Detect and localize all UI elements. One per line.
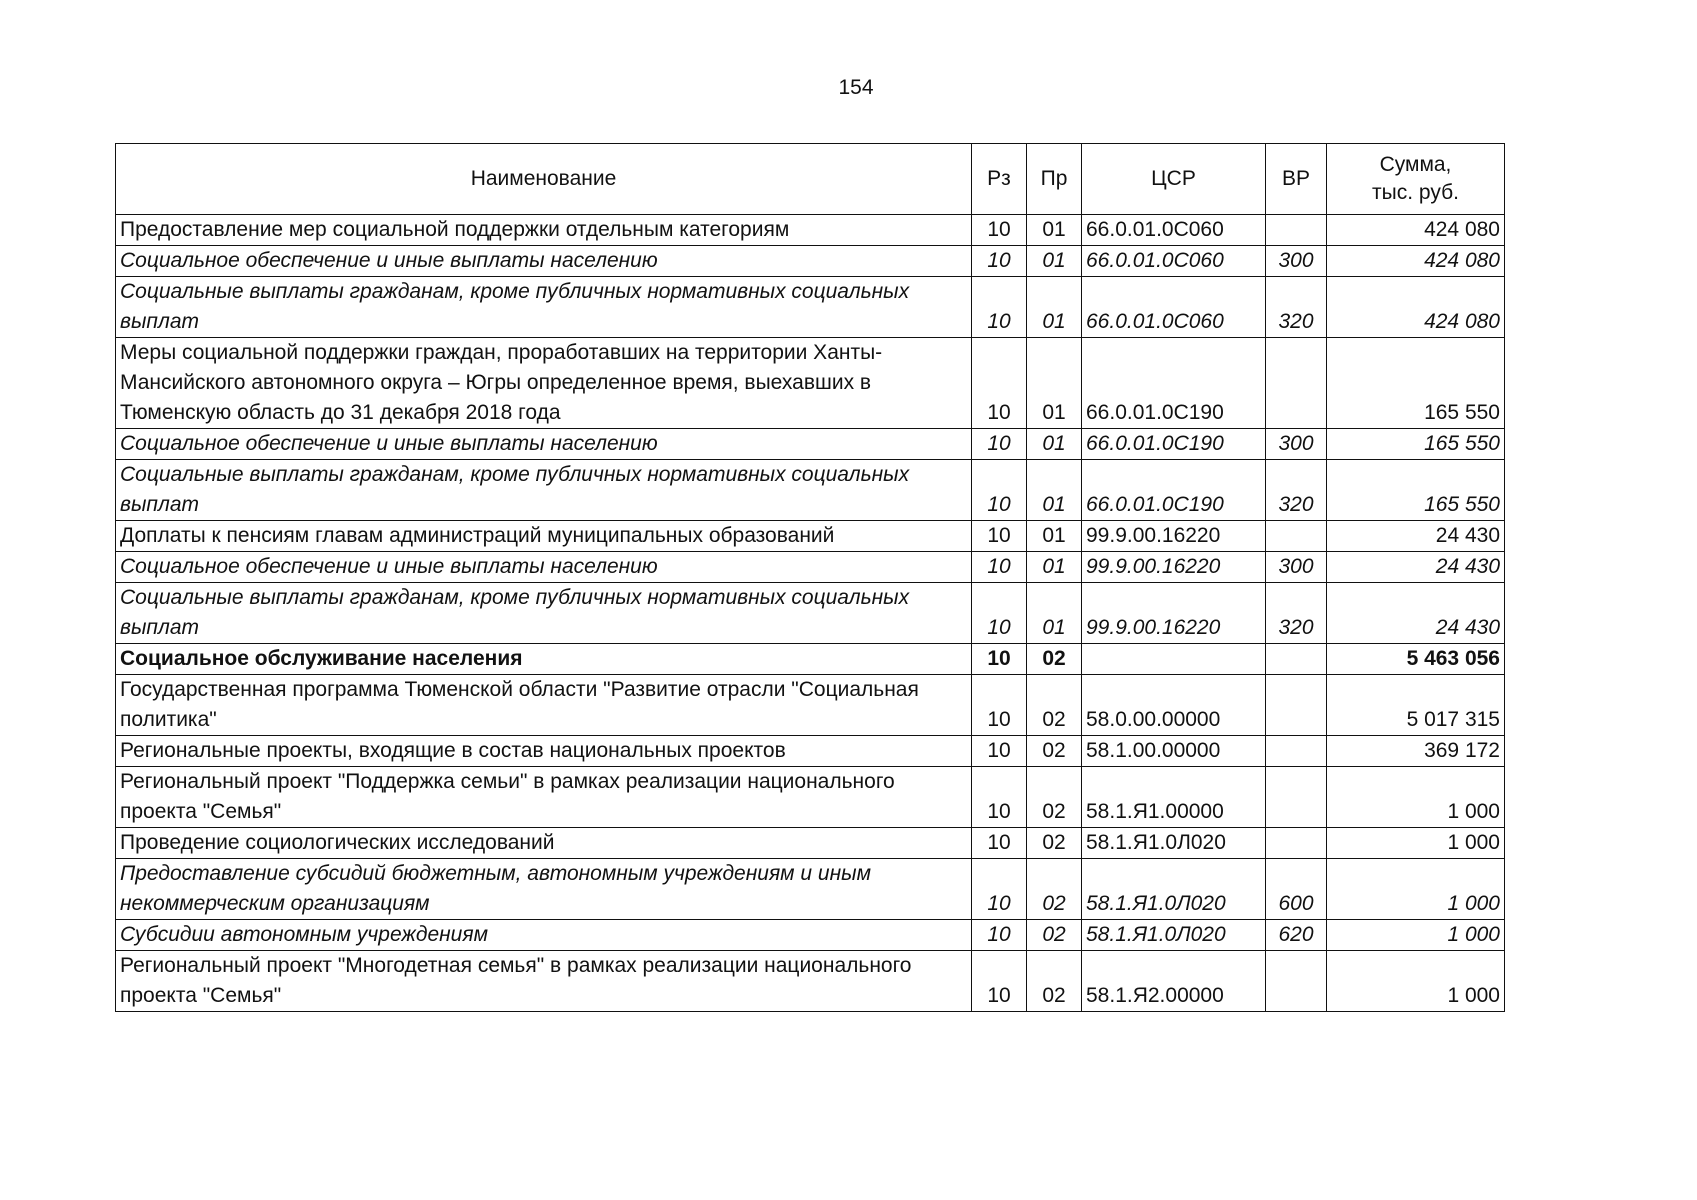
cell-pr: 01 bbox=[1027, 460, 1082, 521]
cell-csr: 66.0.01.0С190 bbox=[1082, 338, 1266, 429]
cell-sum: 1 000 bbox=[1327, 951, 1505, 1012]
table-row bbox=[116, 767, 1505, 828]
cell-name: Социальные выплаты гражданам, кроме публичных нормативных социальных выплат bbox=[116, 277, 972, 338]
table-row bbox=[116, 277, 1505, 338]
cell-sum: 424 080 bbox=[1327, 246, 1505, 277]
table-row bbox=[116, 583, 1505, 644]
cell-sum: 165 550 bbox=[1327, 338, 1505, 429]
cell-pr: 01 bbox=[1027, 338, 1082, 429]
cell-rz: 10 bbox=[972, 736, 1027, 767]
cell-sum: 424 080 bbox=[1327, 215, 1505, 246]
cell-name: Меры социальной поддержки граждан, проработавших на территории Ханты-Мансийского автономного округа – Югры определенное время, выехавших в Тюменскую область до 31 декабря 2018 года bbox=[116, 338, 972, 429]
cell-csr: 99.9.00.16220 bbox=[1082, 521, 1266, 552]
table-body bbox=[116, 215, 1505, 1012]
cell-pr: 02 bbox=[1027, 644, 1082, 675]
cell-pr: 01 bbox=[1027, 583, 1082, 644]
cell-vr: 300 bbox=[1266, 552, 1327, 583]
cell-vr bbox=[1266, 215, 1327, 246]
cell-sum: 24 430 bbox=[1327, 521, 1505, 552]
cell-name: Доплаты к пенсиям главам администраций муниципальных образований bbox=[116, 521, 972, 552]
table-row bbox=[116, 246, 1505, 277]
cell-sum: 424 080 bbox=[1327, 277, 1505, 338]
table-row bbox=[116, 521, 1505, 552]
cell-vr bbox=[1266, 338, 1327, 429]
cell-vr bbox=[1266, 951, 1327, 1012]
cell-pr: 02 bbox=[1027, 828, 1082, 859]
cell-csr: 58.1.Я1.0Л020 bbox=[1082, 920, 1266, 951]
cell-vr: 620 bbox=[1266, 920, 1327, 951]
cell-sum: 5 463 056 bbox=[1327, 644, 1505, 675]
header-vr: ВР bbox=[1266, 144, 1327, 215]
header-name: Наименование bbox=[116, 144, 972, 215]
cell-name: Региональные проекты, входящие в состав национальных проектов bbox=[116, 736, 972, 767]
cell-pr: 02 bbox=[1027, 920, 1082, 951]
cell-csr: 58.1.Я1.0Л020 bbox=[1082, 859, 1266, 920]
cell-csr: 66.0.01.0С060 bbox=[1082, 215, 1266, 246]
table-row bbox=[116, 828, 1505, 859]
header-rz: Рз bbox=[972, 144, 1027, 215]
cell-sum: 165 550 bbox=[1327, 460, 1505, 521]
table-row bbox=[116, 951, 1505, 1012]
cell-rz: 10 bbox=[972, 583, 1027, 644]
table-row bbox=[116, 429, 1505, 460]
cell-pr: 02 bbox=[1027, 951, 1082, 1012]
header-csr: ЦСР bbox=[1082, 144, 1266, 215]
cell-pr: 02 bbox=[1027, 859, 1082, 920]
cell-pr: 01 bbox=[1027, 277, 1082, 338]
cell-rz: 10 bbox=[972, 767, 1027, 828]
page-number: 154 bbox=[838, 76, 874, 99]
cell-sum: 1 000 bbox=[1327, 920, 1505, 951]
table-row bbox=[116, 859, 1505, 920]
cell-sum: 24 430 bbox=[1327, 552, 1505, 583]
table-row bbox=[116, 736, 1505, 767]
cell-name: Социальное обеспечение и иные выплаты населению bbox=[116, 246, 972, 277]
header-sum-line1: Сумма, bbox=[1379, 153, 1452, 176]
cell-vr bbox=[1266, 828, 1327, 859]
cell-sum: 165 550 bbox=[1327, 429, 1505, 460]
cell-vr: 300 bbox=[1266, 246, 1327, 277]
header-pr: Пр bbox=[1027, 144, 1082, 215]
cell-csr: 58.0.00.00000 bbox=[1082, 675, 1266, 736]
cell-rz: 10 bbox=[972, 552, 1027, 583]
cell-name: Государственная программа Тюменской области "Развитие отрасли "Социальная политика" bbox=[116, 675, 972, 736]
cell-sum: 5 017 315 bbox=[1327, 675, 1505, 736]
cell-rz: 10 bbox=[972, 951, 1027, 1012]
cell-name: Субсидии автономным учреждениям bbox=[116, 920, 972, 951]
cell-name: Социальные выплаты гражданам, кроме публичных нормативных социальных выплат bbox=[116, 583, 972, 644]
cell-rz: 10 bbox=[972, 521, 1027, 552]
cell-name: Социальное обеспечение и иные выплаты населению bbox=[116, 429, 972, 460]
cell-rz: 10 bbox=[972, 429, 1027, 460]
cell-pr: 01 bbox=[1027, 246, 1082, 277]
cell-csr: 66.0.01.0С060 bbox=[1082, 246, 1266, 277]
cell-csr: 58.1.00.00000 bbox=[1082, 736, 1266, 767]
cell-rz: 10 bbox=[972, 828, 1027, 859]
cell-pr: 01 bbox=[1027, 429, 1082, 460]
cell-vr bbox=[1266, 675, 1327, 736]
cell-sum: 369 172 bbox=[1327, 736, 1505, 767]
cell-name: Региональный проект "Многодетная семья" в рамках реализации национального проекта "Семья" bbox=[116, 951, 972, 1012]
header-sum-line2: тыс. руб. bbox=[1372, 181, 1459, 204]
cell-rz: 10 bbox=[972, 338, 1027, 429]
table-row bbox=[116, 920, 1505, 951]
cell-sum: 1 000 bbox=[1327, 767, 1505, 828]
budget-table bbox=[115, 143, 1505, 1012]
cell-rz: 10 bbox=[972, 859, 1027, 920]
table-row bbox=[116, 338, 1505, 429]
cell-vr bbox=[1266, 644, 1327, 675]
cell-vr bbox=[1266, 521, 1327, 552]
cell-vr: 320 bbox=[1266, 583, 1327, 644]
cell-sum: 1 000 bbox=[1327, 828, 1505, 859]
cell-csr: 99.9.00.16220 bbox=[1082, 583, 1266, 644]
table-row bbox=[116, 675, 1505, 736]
cell-name: Социальное обеспечение и иные выплаты населению bbox=[116, 552, 972, 583]
cell-vr: 320 bbox=[1266, 460, 1327, 521]
cell-vr bbox=[1266, 767, 1327, 828]
header-sum bbox=[1327, 144, 1505, 215]
cell-pr: 02 bbox=[1027, 767, 1082, 828]
table-row bbox=[116, 460, 1505, 521]
table-row bbox=[116, 552, 1505, 583]
table-row bbox=[116, 215, 1505, 246]
cell-name: Предоставление субсидий бюджетным, автономным учреждениям и иным некоммерческим организациям bbox=[116, 859, 972, 920]
cell-csr: 66.0.01.0С190 bbox=[1082, 460, 1266, 521]
cell-vr bbox=[1266, 736, 1327, 767]
cell-csr bbox=[1082, 644, 1266, 675]
cell-sum: 1 000 bbox=[1327, 859, 1505, 920]
cell-rz: 10 bbox=[972, 246, 1027, 277]
cell-vr: 300 bbox=[1266, 429, 1327, 460]
cell-rz: 10 bbox=[972, 920, 1027, 951]
table-header-row bbox=[116, 144, 1505, 215]
cell-name: Региональный проект "Поддержка семьи" в рамках реализации национального проекта "Семья" bbox=[116, 767, 972, 828]
cell-pr: 02 bbox=[1027, 736, 1082, 767]
cell-sum: 24 430 bbox=[1327, 583, 1505, 644]
cell-pr: 01 bbox=[1027, 552, 1082, 583]
table-row bbox=[116, 644, 1505, 675]
cell-csr: 58.1.Я1.00000 bbox=[1082, 767, 1266, 828]
cell-csr: 66.0.01.0С190 bbox=[1082, 429, 1266, 460]
cell-name: Социальное обслуживание населения bbox=[116, 644, 972, 675]
cell-pr: 01 bbox=[1027, 215, 1082, 246]
cell-name: Предоставление мер социальной поддержки отдельным категориям bbox=[116, 215, 972, 246]
cell-csr: 58.1.Я1.0Л020 bbox=[1082, 828, 1266, 859]
cell-pr: 01 bbox=[1027, 521, 1082, 552]
cell-csr: 66.0.01.0С060 bbox=[1082, 277, 1266, 338]
cell-vr: 600 bbox=[1266, 859, 1327, 920]
cell-csr: 58.1.Я2.00000 bbox=[1082, 951, 1266, 1012]
cell-vr: 320 bbox=[1266, 277, 1327, 338]
cell-csr: 99.9.00.16220 bbox=[1082, 552, 1266, 583]
cell-rz: 10 bbox=[972, 215, 1027, 246]
cell-name: Проведение социологических исследований bbox=[116, 828, 972, 859]
cell-name: Социальные выплаты гражданам, кроме публичных нормативных социальных выплат bbox=[116, 460, 972, 521]
cell-pr: 02 bbox=[1027, 675, 1082, 736]
cell-rz: 10 bbox=[972, 460, 1027, 521]
cell-rz: 10 bbox=[972, 675, 1027, 736]
cell-rz: 10 bbox=[972, 644, 1027, 675]
cell-rz: 10 bbox=[972, 277, 1027, 338]
